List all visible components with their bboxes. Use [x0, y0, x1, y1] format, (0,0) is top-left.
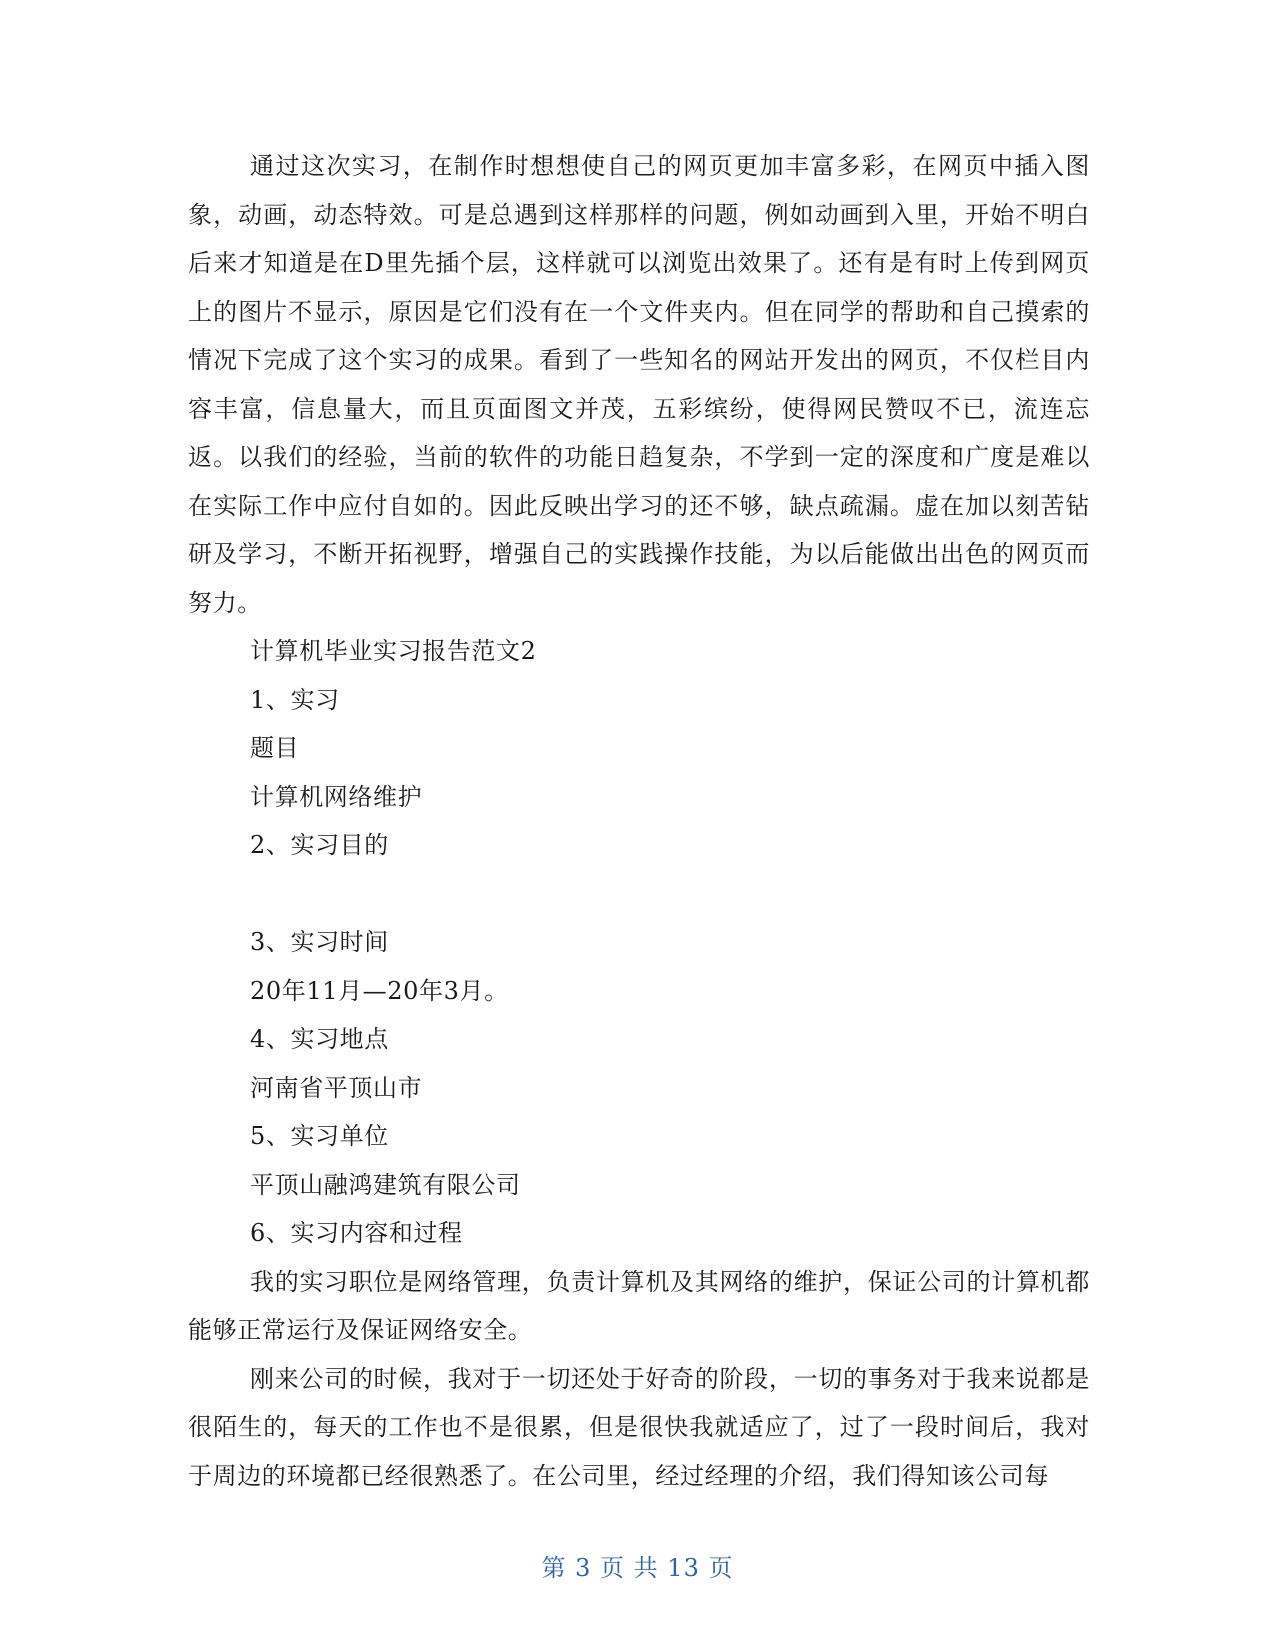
paragraph-3: 刚来公司的时候，我对于一切还处于好奇的阶段，一切的事务对于我来说都是很陌生的，每天的工作也不是很累，但是很快我就适应了，过了一段时间后，我对于周边的环境都已经很熟悉了。在公司里，经过经理的介绍，我们得知该公司每 — [188, 1364, 1090, 1490]
document-body — [188, 142, 1090, 1500]
item-2-heading: 2、实习目的 — [250, 831, 389, 859]
item-1-heading: 1、实习 — [250, 685, 340, 714]
blank-line — [188, 870, 1090, 919]
item-3-value: 20年11月—20年3月。 — [250, 976, 509, 1005]
paragraph-1: 通过这次实习，在制作时想想使自己的网页更加丰富多彩，在网页中插入图象，动画，动态特效。可是总遇到这样那样的问题，例如动画到入里，开始不明白后来才知道是在D里先插个层，这样就可以浏览出效果了。还有是有时上传到网页上的图片不显示，原因是它们没有在一个文件夹内。但在同学的帮助和自己摸索的情况下完成了这个实习的成果。看到了一些知名的网站开发出的网页，不仅栏目内容丰富，信息量大，而且页面图文并茂，五彩缤纷，使得网民赞叹不已，流连忘返。以我们的经验，当前的软件的功能日趋复杂，不学到一定的深度和广度是难以在实际工作中应付自如的。因此反映出学习的还不够，缺点疏漏。虚在加以刻苦钻研及学习，不断开拓视野，增强自己的实践操作技能，为以后能做出出色的网页而努力。 — [188, 152, 1090, 617]
item-3-heading: 3、实习时间 — [250, 928, 389, 956]
item-6-heading: 6、实习内容和过程 — [250, 1219, 463, 1247]
item-4-value: 河南省平顶山市 — [250, 1073, 423, 1102]
item-1-subheading: 题目 — [250, 734, 300, 762]
item-5-value: 平顶山融鸿建筑有限公司 — [250, 1170, 521, 1199]
paragraph-2: 我的实习职位是网络管理，负责计算机及其网络的维护，保证公司的计算机都能够正常运行及保证网络安全。 — [188, 1267, 1090, 1344]
item-4-heading: 4、实习地点 — [250, 1025, 389, 1053]
item-5-heading: 5、实习单位 — [250, 1122, 389, 1150]
page-number-footer: 第 3 页 共 13 页 — [541, 1554, 734, 1582]
item-1-value: 计算机网络维护 — [250, 782, 423, 811]
section-title: 计算机毕业实习报告范文2 — [250, 637, 537, 665]
